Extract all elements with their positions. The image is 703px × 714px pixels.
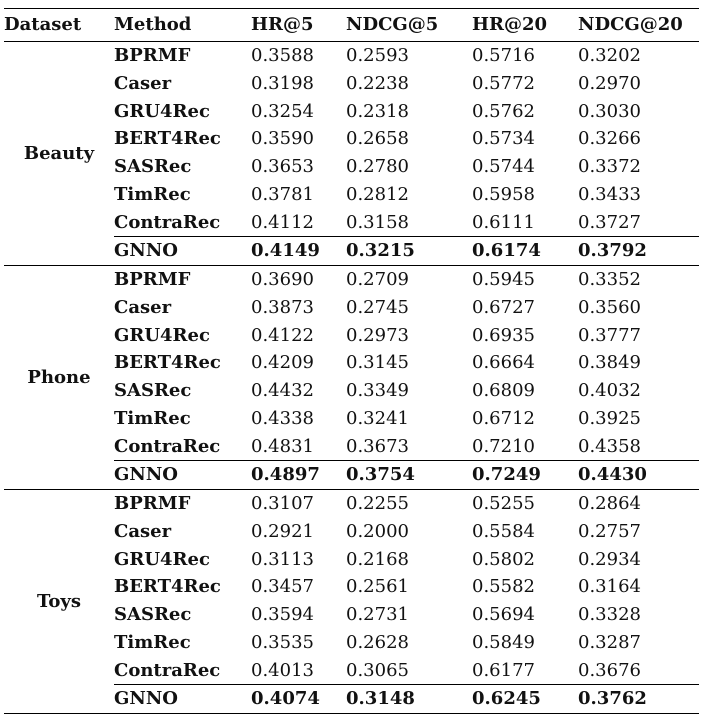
method-cell: SASRec: [114, 156, 192, 177]
metric-cell: 0.3560: [578, 296, 641, 318]
metric-cell: 0.3107: [251, 490, 346, 518]
metric-cell: 0.3349: [346, 380, 409, 401]
metric-cell: 0.3588: [251, 45, 314, 66]
metric-cell: 0.3873: [251, 296, 314, 318]
method-cell: GNNO: [114, 237, 251, 266]
method-cell: ContraRec: [114, 435, 221, 457]
metric-cell: 0.3925: [578, 407, 641, 429]
table-row: [4, 42, 699, 70]
metric-cell: 0.3202: [578, 45, 641, 66]
table-row: [4, 490, 699, 518]
metric-cell: 0.6664: [472, 352, 535, 374]
metric-cell: 0.3781: [251, 183, 314, 205]
metric-cell: 0.3372: [578, 156, 641, 177]
metric-cell: 0.2864: [578, 490, 699, 518]
metric-cell: 0.5849: [472, 631, 535, 653]
dataset-label: Beauty: [23, 142, 95, 164]
metric-cell: 0.2745: [346, 296, 409, 318]
metric-cell: 0.3590: [251, 128, 314, 150]
header-hr5: HR@5: [251, 9, 346, 42]
method-cell: BERT4Rec: [114, 128, 221, 150]
method-cell: Caser: [114, 520, 172, 542]
metric-cell: 0.2709: [346, 266, 472, 294]
metric-cell: 0.3065: [346, 659, 409, 681]
header-row: [4, 9, 699, 42]
dataset-group: [4, 490, 699, 714]
method-cell: BPRMF: [114, 490, 251, 518]
method-cell: BPRMF: [114, 266, 251, 294]
metric-cell: 0.5958: [472, 183, 535, 205]
metric-cell: 0.2168: [346, 548, 409, 570]
dataset-label: Toys: [4, 490, 114, 714]
metric-cell: 0.2593: [346, 45, 409, 66]
table-row: [4, 266, 699, 294]
method-cell: GRU4Rec: [114, 100, 210, 122]
metric-cell: 0.7249: [472, 461, 578, 490]
method-cell: GNNO: [114, 685, 251, 714]
metric-cell: 0.4430: [578, 461, 699, 490]
metric-cell: 0.2238: [346, 72, 409, 94]
metric-cell: 0.2658: [346, 128, 409, 150]
metric-cell: 0.2000: [346, 520, 409, 542]
metric-cell: 0.5802: [472, 548, 535, 570]
metric-cell: 0.2934: [578, 548, 641, 570]
metric-cell: 0.6177: [472, 659, 535, 681]
metric-cell: 0.5945: [472, 266, 578, 294]
metric-cell: 0.3690: [251, 266, 346, 294]
metric-cell: 0.3030: [578, 100, 641, 122]
metric-cell: 0.6111: [472, 211, 535, 233]
metric-cell: 0.5744: [472, 156, 535, 177]
metric-cell: 0.3241: [346, 407, 409, 429]
metric-cell: 0.3145: [346, 352, 409, 374]
method-cell: GRU4Rec: [114, 324, 210, 346]
method-cell: SASRec: [114, 380, 192, 401]
metric-cell: 0.2561: [346, 576, 409, 598]
metric-cell: 0.3762: [578, 685, 699, 714]
method-cell: BERT4Rec: [114, 352, 221, 374]
metric-cell: 0.4358: [578, 435, 641, 457]
metric-cell: 0.3148: [346, 685, 472, 714]
metric-cell: 0.3198: [251, 72, 314, 94]
metric-cell: 0.6712: [472, 407, 535, 429]
metric-cell: 0.2757: [578, 520, 641, 542]
metric-cell: 0.4112: [251, 211, 314, 233]
metric-cell: 0.3849: [578, 352, 641, 374]
metric-cell: 0.6809: [472, 380, 535, 401]
metric-cell: 0.3535: [251, 631, 314, 653]
results-table: [4, 8, 699, 714]
metric-cell: 0.3254: [251, 100, 314, 122]
method-cell: Caser: [114, 72, 172, 94]
method-cell: GRU4Rec: [114, 548, 210, 570]
dataset-label: Phone: [4, 266, 114, 490]
metric-cell: 0.3287: [578, 631, 641, 653]
metric-cell: 0.5255: [472, 490, 578, 518]
header-ndcg20: NDCG@20: [578, 9, 699, 42]
metric-cell: 0.3594: [251, 604, 314, 625]
header-ndcg5: NDCG@5: [346, 9, 472, 42]
metric-cell: 0.6935: [472, 324, 535, 346]
metric-cell: 0.3433: [578, 183, 641, 205]
metric-cell: 0.4032: [578, 380, 641, 401]
metric-cell: 0.6245: [472, 685, 578, 714]
metric-cell: 0.7210: [472, 435, 535, 457]
header-hr20: HR@20: [472, 9, 578, 42]
header-method: Method: [114, 9, 251, 42]
method-cell: GNNO: [114, 461, 251, 490]
metric-cell: 0.5772: [472, 72, 535, 94]
metric-cell: 0.3266: [578, 128, 641, 150]
method-cell: Caser: [114, 296, 172, 318]
metric-cell: 0.2973: [346, 324, 409, 346]
metric-cell: 0.3792: [578, 237, 699, 266]
metric-cell: 0.6174: [472, 237, 578, 266]
metric-cell: 0.4122: [251, 324, 314, 346]
metric-cell: 0.2921: [251, 520, 314, 542]
metric-cell: 0.2812: [346, 183, 409, 205]
metric-cell: 0.4897: [251, 461, 346, 490]
metric-cell: 0.3727: [578, 211, 641, 233]
dataset-group: [4, 266, 699, 490]
metric-cell: 0.4209: [251, 352, 314, 374]
metric-cell: 0.3328: [578, 604, 641, 625]
dataset-group: [4, 42, 699, 266]
metric-cell: 0.3164: [578, 576, 641, 598]
metric-cell: 0.3653: [251, 156, 314, 177]
method-cell: TimRec: [114, 183, 191, 205]
metric-cell: 0.5694: [472, 604, 535, 625]
metric-cell: 0.5716: [472, 45, 535, 66]
metric-cell: 0.6727: [472, 296, 535, 318]
metric-cell: 0.2731: [346, 604, 409, 625]
metric-cell: 0.4013: [251, 659, 314, 681]
method-cell: BERT4Rec: [114, 576, 221, 598]
metric-cell: 0.4432: [251, 380, 314, 401]
metric-cell: 0.2628: [346, 631, 409, 653]
metric-cell: 0.3352: [578, 266, 699, 294]
metric-cell: 0.5582: [472, 576, 535, 598]
metric-cell: 0.4074: [251, 685, 346, 714]
method-cell: TimRec: [114, 631, 191, 653]
metric-cell: 0.4149: [251, 237, 346, 266]
metric-cell: 0.2318: [346, 100, 409, 122]
metric-cell: 0.3754: [346, 461, 472, 490]
metric-cell: 0.2780: [346, 156, 409, 177]
header-dataset: Dataset: [4, 9, 114, 42]
metric-cell: 0.3158: [346, 211, 409, 233]
method-cell: BPRMF: [114, 45, 191, 66]
metric-cell: 0.3673: [346, 435, 409, 457]
metric-cell: 0.3215: [346, 237, 472, 266]
metric-cell: 0.2970: [578, 72, 641, 94]
method-cell: ContraRec: [114, 211, 221, 233]
metric-cell: 0.3457: [251, 576, 314, 598]
metric-cell: 0.3777: [578, 324, 641, 346]
metric-cell: 0.5762: [472, 100, 535, 122]
metric-cell: 0.3113: [251, 548, 314, 570]
method-cell: TimRec: [114, 407, 191, 429]
metric-cell: 0.4831: [251, 435, 314, 457]
method-cell: SASRec: [114, 604, 192, 625]
metric-cell: 0.5734: [472, 128, 535, 150]
metric-cell: 0.2255: [346, 490, 472, 518]
metric-cell: 0.5584: [472, 520, 535, 542]
metric-cell: 0.3676: [578, 659, 641, 681]
metric-cell: 0.4338: [251, 407, 314, 429]
method-cell: ContraRec: [114, 659, 221, 681]
